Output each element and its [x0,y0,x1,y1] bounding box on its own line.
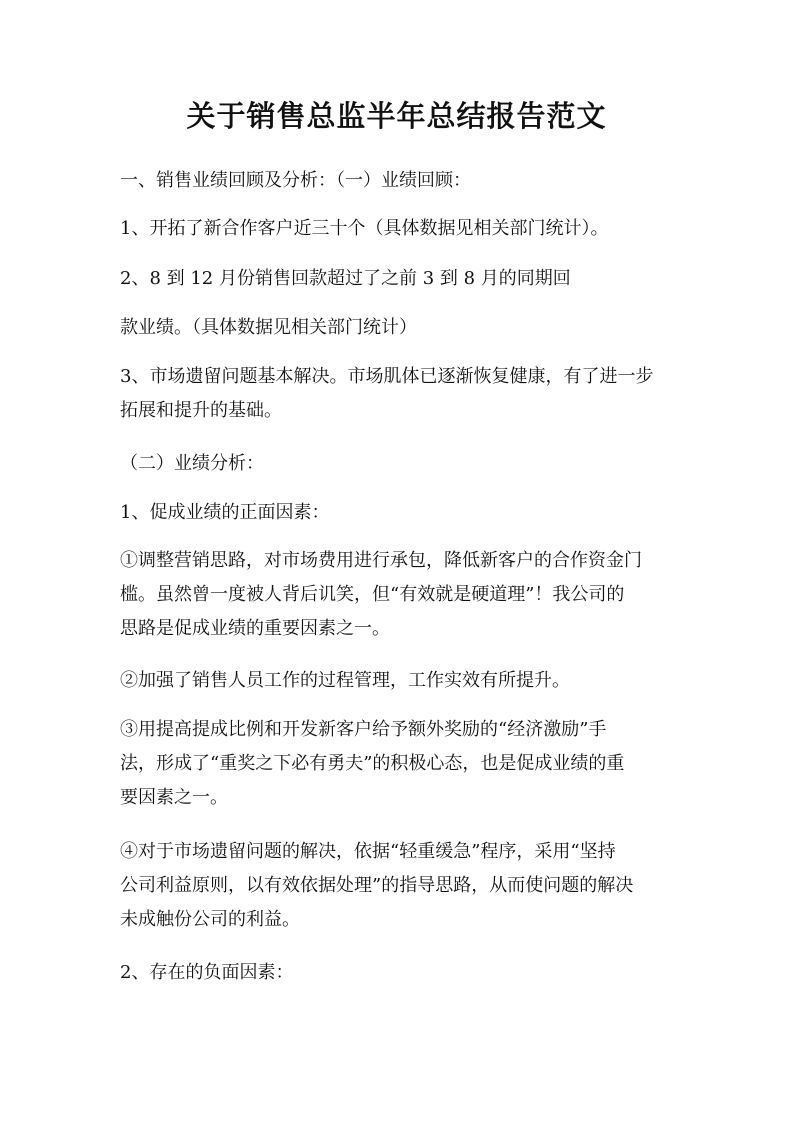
paragraph-factor-4 [120,835,680,937]
paragraph-factor-1 [120,544,680,646]
paragraph-legacy-issues [120,360,680,428]
text-line: ④对于市场遗留问题的解决，依据“轻重缓急”程序，采用“坚持 [120,841,616,862]
paragraph-payment-collection-continued [120,311,680,345]
paragraph-sales-review-heading [120,164,680,198]
text-line: 3、市场遗留问题基本解决。市场肌体已逐渐恢复健康，有了进一步 [120,366,654,387]
paragraph-positive-factors-heading [120,496,680,530]
text-line: ③用提高提成比例和开发新客户给予额外奖励的“经济激励”手 [120,719,607,740]
text-line: 一、销售业绩回顾及分析：（一）业绩回顾： [120,170,471,191]
text-line: 款业绩。（具体数据见相关部门统计） [120,317,417,338]
paragraph-factor-3 [120,713,680,815]
text-line: 公司利益原则，以有效依据处理”的指导思路，从而使问题的解决 [120,875,634,896]
document-title: 关于销售总监半年总结报告范文 [186,99,607,133]
paragraph-payment-collection [120,262,680,296]
text-line: 1、促成业绩的正面因素： [120,502,330,523]
text-line: 拓展和提升的基础。 [120,400,282,421]
paragraph-negative-factors-heading [120,956,680,990]
text-line: （二）业绩分析： [120,453,264,474]
text-line: ①调整营销思路，对市场费用进行承包，降低新客户的合作资金门 [120,550,642,571]
text-line: 要因素之一。 [120,787,228,808]
text-line: 未成触份公司的利益。 [120,909,300,930]
paragraph-factor-2 [120,664,680,698]
text-line: 2、8 到 12 月份销售回款超过了之前 3 到 8 月的同期回 [120,268,571,289]
text-line: 法，形成了“重奖之下必有勇夫”的积极心态，也是促成业绩的重 [120,753,625,774]
text-line: 2、存在的负面因素： [120,962,294,983]
text-line: 思路是促成业绩的重要因素之一。 [120,618,390,639]
text-line: 槛。虽然曾一度被人背后讥笑，但“有效就是硬道理”！我公司的 [120,584,625,605]
paragraph-performance-analysis-heading [120,447,680,481]
paragraph-new-clients [120,212,680,246]
text-line: 1、开拓了新合作客户近三十个（具体数据见相关部门统计）。 [120,218,609,239]
text-line: ②加强了销售人员工作的过程管理，工作实效有所提升。 [120,670,570,691]
